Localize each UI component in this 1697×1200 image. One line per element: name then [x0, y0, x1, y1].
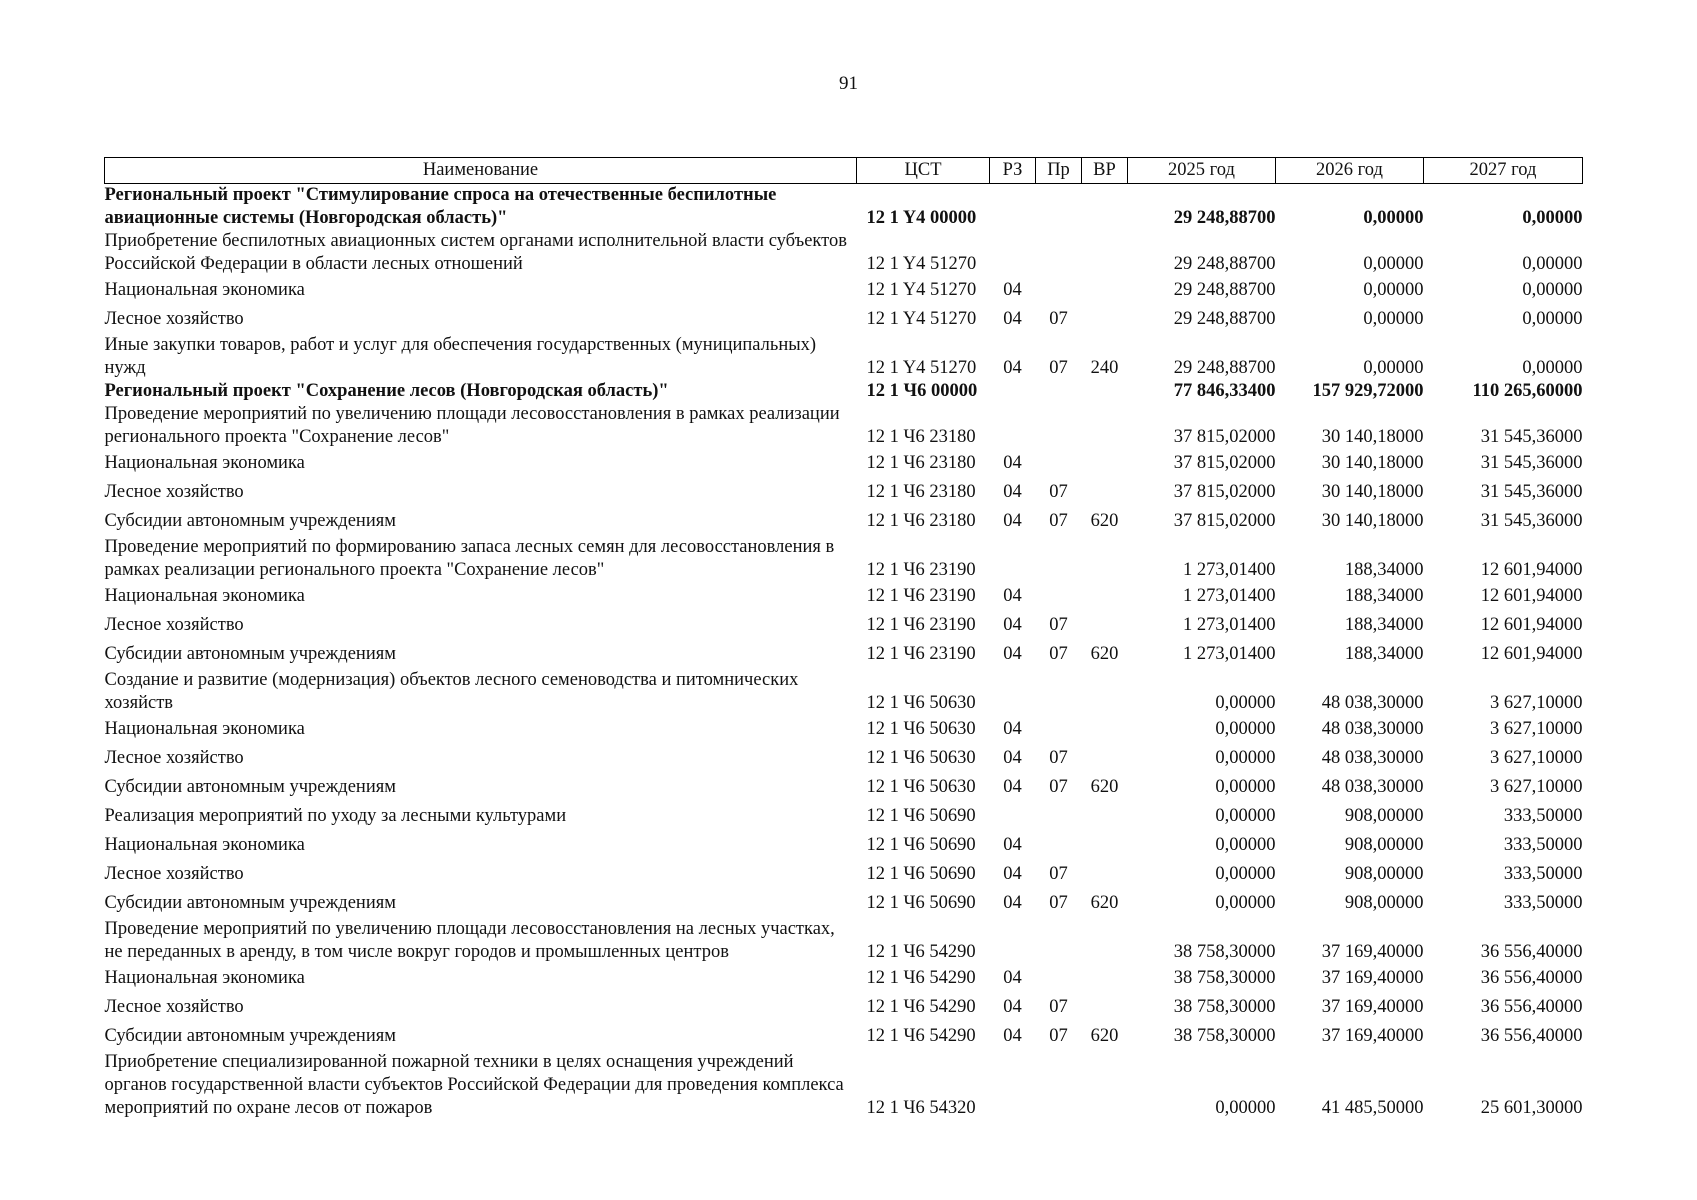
cell-cst: 12 1 Ч6 23180	[866, 511, 976, 531]
cell-pr	[1036, 918, 1082, 964]
cell-cst: 12 1 Y4 51270	[866, 280, 977, 300]
cell-2026: 188,34000	[1344, 560, 1424, 580]
cell-rz: 04	[1003, 968, 1022, 988]
cell-name: Лесное хозяйство	[104, 997, 244, 1017]
cell-2025: 29 248,88700	[1173, 254, 1276, 274]
cell-2026: 157 929,72000	[1312, 381, 1424, 401]
cell-vr	[1082, 831, 1128, 860]
cell-pr: 07	[1049, 997, 1068, 1017]
cell-name: Лесное хозяйство	[104, 309, 244, 329]
cell-2025: 1 273,01400	[1183, 560, 1276, 580]
cell-pr: 07	[1049, 482, 1068, 502]
cell-2026: 37 169,40000	[1321, 1026, 1424, 1046]
cell-vr	[1082, 478, 1128, 507]
cell-vr	[1082, 918, 1128, 964]
table-body	[105, 184, 1583, 1121]
cell-rz	[990, 1051, 1036, 1120]
cell-cst: 12 1 Ч6 54320	[866, 1098, 976, 1118]
cell-2026: 188,34000	[1344, 644, 1424, 664]
cell-pr: 07	[1049, 1026, 1068, 1046]
cell-name: Проведение мероприятий по увеличению площади лесовосстановления на лесных участках, не переданных в аренду, в том числе вокруг городов и промышленных центров	[104, 919, 835, 962]
cell-2026: 0,00000	[1363, 358, 1424, 378]
cell-2025: 29 248,88700	[1173, 280, 1276, 300]
cell-name: Субсидии автономным учреждениям	[104, 1026, 396, 1046]
cell-2027: 0,00000	[1522, 358, 1583, 378]
cell-cst: 12 1 Ч6 23190	[866, 644, 976, 664]
cell-name: Создание и развитие (модернизация) объектов лесного семеноводства и питомнических хозяйств	[104, 670, 799, 713]
cell-name: Субсидии автономным учреждениям	[104, 777, 396, 797]
cell-2025: 37 815,02000	[1173, 482, 1276, 502]
table-row	[105, 773, 1583, 802]
cell-pr	[1036, 536, 1082, 582]
cell-rz: 04	[1003, 586, 1022, 606]
cell-2026: 37 169,40000	[1321, 968, 1424, 988]
cell-2027: 3 627,10000	[1490, 719, 1583, 739]
cell-vr	[1082, 993, 1128, 1022]
cell-2026: 37 169,40000	[1321, 942, 1424, 962]
table-row	[105, 964, 1583, 993]
cell-pr	[1036, 1051, 1082, 1120]
cell-name: Проведение мероприятий по формированию запаса лесных семян для лесовосстановления в рамках реализации регионального проекта "Сохранение лесов"	[104, 537, 835, 580]
cell-2026: 0,00000	[1363, 254, 1424, 274]
cell-cst: 12 1 Ч6 23180	[866, 482, 976, 502]
table-row	[105, 380, 1583, 403]
cell-vr	[1082, 380, 1128, 403]
cell-rz: 04	[1003, 482, 1022, 502]
cell-rz	[990, 536, 1036, 582]
cell-pr: 07	[1049, 309, 1068, 329]
cell-2026: 908,00000	[1344, 806, 1424, 826]
cell-cst: 12 1 Ч6 54290	[866, 1026, 976, 1046]
cell-2027: 0,00000	[1522, 254, 1583, 274]
cell-rz: 04	[1003, 280, 1022, 300]
cell-2027: 3 627,10000	[1490, 693, 1583, 713]
cell-2027: 3 627,10000	[1490, 777, 1583, 797]
cell-2026: 48 038,30000	[1321, 693, 1424, 713]
cell-pr	[1036, 964, 1082, 993]
cell-vr: 620	[1090, 511, 1119, 531]
cell-2025: 29 248,88700	[1173, 358, 1276, 378]
cell-2027: 36 556,40000	[1480, 997, 1583, 1017]
cell-2027: 0,00000	[1522, 280, 1583, 300]
table-row	[105, 184, 1583, 231]
cell-2026: 30 140,18000	[1321, 427, 1424, 447]
cell-2027: 333,50000	[1503, 893, 1583, 913]
cell-2026: 908,00000	[1344, 893, 1424, 913]
table-row	[105, 640, 1583, 669]
cell-cst: 12 1 Ч6 23190	[866, 615, 976, 635]
cell-cst: 12 1 Ч6 23190	[866, 560, 976, 580]
cell-rz: 04	[1003, 719, 1022, 739]
cell-2026: 41 485,50000	[1321, 1098, 1424, 1118]
cell-cst: 12 1 Ч6 50690	[866, 893, 976, 913]
cell-name: Национальная экономика	[104, 968, 305, 988]
table-row	[105, 1051, 1583, 1120]
cell-cst: 12 1 Y4 51270	[866, 254, 977, 274]
cell-name: Лесное хозяйство	[104, 864, 244, 884]
cell-rz	[990, 184, 1036, 231]
cell-name: Лесное хозяйство	[104, 615, 244, 635]
cell-name: Лесное хозяйство	[104, 482, 244, 502]
header-2025: 2025 год	[1128, 158, 1276, 184]
cell-rz: 04	[1003, 864, 1022, 884]
table-row	[105, 715, 1583, 744]
cell-vr	[1082, 744, 1128, 773]
cell-name: Субсидии автономным учреждениям	[104, 511, 396, 531]
header-2026: 2026 год	[1276, 158, 1424, 184]
cell-2025: 37 815,02000	[1173, 427, 1276, 447]
cell-2027: 31 545,36000	[1480, 511, 1583, 531]
cell-2025: 38 758,30000	[1173, 997, 1276, 1017]
cell-vr	[1082, 536, 1128, 582]
cell-cst: 12 1 Ч6 23180	[866, 453, 976, 473]
cell-rz: 04	[1003, 835, 1022, 855]
cell-name: Субсидии автономным учреждениям	[104, 893, 396, 913]
cell-2027: 3 627,10000	[1490, 748, 1583, 768]
cell-2027: 12 601,94000	[1480, 586, 1583, 606]
cell-rz	[990, 669, 1036, 715]
cell-2025: 38 758,30000	[1173, 1026, 1276, 1046]
cell-2026: 30 140,18000	[1321, 511, 1424, 531]
cell-rz: 04	[1003, 644, 1022, 664]
cell-rz	[990, 802, 1036, 831]
cell-pr	[1036, 230, 1082, 276]
table-row	[105, 831, 1583, 860]
cell-cst: 12 1 Ч6 50690	[866, 864, 976, 884]
table-row	[105, 276, 1583, 305]
cell-cst: 12 1 Ч6 50690	[866, 835, 976, 855]
cell-name: Региональный проект "Сохранение лесов (Новгородская область)"	[104, 381, 669, 401]
cell-vr	[1082, 184, 1128, 231]
cell-pr: 07	[1049, 358, 1068, 378]
cell-2027: 12 601,94000	[1480, 644, 1583, 664]
cell-pr	[1036, 582, 1082, 611]
cell-2027: 333,50000	[1503, 864, 1583, 884]
cell-vr: 620	[1090, 1026, 1119, 1046]
cell-vr: 620	[1090, 893, 1119, 913]
cell-pr: 07	[1049, 511, 1068, 531]
cell-vr	[1082, 611, 1128, 640]
table-row	[105, 305, 1583, 334]
table-row	[105, 507, 1583, 536]
table-row	[105, 334, 1583, 380]
cell-vr: 620	[1090, 644, 1119, 664]
cell-2027: 31 545,36000	[1480, 482, 1583, 502]
cell-cst: 12 1 Ч6 54290	[866, 997, 976, 1017]
cell-name: Субсидии автономным учреждениям	[104, 644, 396, 664]
cell-2027: 12 601,94000	[1480, 615, 1583, 635]
table-header-row	[105, 158, 1583, 184]
cell-cst: 12 1 Ч6 23180	[866, 427, 976, 447]
table-row	[105, 449, 1583, 478]
cell-cst: 12 1 Ч6 23190	[866, 586, 976, 606]
cell-rz: 04	[1003, 511, 1022, 531]
table-row	[105, 582, 1583, 611]
cell-cst: 12 1 Y4 51270	[866, 358, 977, 378]
cell-2026: 908,00000	[1344, 864, 1424, 884]
cell-2027: 31 545,36000	[1480, 453, 1583, 473]
table-row	[105, 536, 1583, 582]
cell-2025: 0,00000	[1215, 864, 1276, 884]
cell-pr	[1036, 380, 1082, 403]
cell-name: Приобретение специализированной пожарной техники в целях оснащения учреждений органов государственной власти субъектов Российской Федерации для проведения комплекса мероприятий по охране лесов от пожаров	[104, 1052, 844, 1118]
cell-2027: 333,50000	[1503, 835, 1583, 855]
cell-2026: 30 140,18000	[1321, 482, 1424, 502]
cell-cst: 12 1 Ч6 50630	[866, 748, 976, 768]
cell-2025: 0,00000	[1215, 777, 1276, 797]
cell-name: Проведение мероприятий по увеличению площади лесовосстановления в рамках реализации регионального проекта "Сохранение лесов"	[104, 404, 840, 447]
cell-2027: 25 601,30000	[1480, 1098, 1583, 1118]
cell-2025: 0,00000	[1215, 806, 1276, 826]
cell-vr	[1082, 669, 1128, 715]
table-row	[105, 1022, 1583, 1051]
cell-cst: 12 1 Ч6 50630	[866, 693, 976, 713]
cell-name: Иные закупки товаров, работ и услуг для обеспечения государственных (муниципальных) нужд	[104, 335, 817, 378]
cell-pr	[1036, 831, 1082, 860]
cell-vr	[1082, 403, 1128, 449]
cell-2025: 29 248,88700	[1173, 208, 1276, 228]
cell-name: Региональный проект "Стимулирование спроса на отечественные беспилотные авиационные системы (Новгородская область)"	[104, 185, 777, 228]
cell-2027: 31 545,36000	[1480, 427, 1583, 447]
cell-2027: 333,50000	[1503, 806, 1583, 826]
cell-rz: 04	[1003, 358, 1022, 378]
cell-2027: 110 265,60000	[1472, 381, 1583, 401]
table-row	[105, 802, 1583, 831]
cell-name: Национальная экономика	[104, 719, 305, 739]
cell-pr	[1036, 276, 1082, 305]
cell-vr	[1082, 305, 1128, 334]
cell-vr	[1082, 802, 1128, 831]
cell-2025: 0,00000	[1215, 893, 1276, 913]
cell-2025: 0,00000	[1215, 748, 1276, 768]
cell-2025: 0,00000	[1215, 835, 1276, 855]
header-vr: ВР	[1082, 158, 1128, 184]
table-row	[105, 611, 1583, 640]
header-pr: Пр	[1036, 158, 1082, 184]
header-name: Наименование	[105, 158, 857, 184]
cell-rz	[990, 403, 1036, 449]
cell-rz	[990, 230, 1036, 276]
cell-2026: 48 038,30000	[1321, 748, 1424, 768]
table-row	[105, 993, 1583, 1022]
cell-vr	[1082, 276, 1128, 305]
cell-rz: 04	[1003, 893, 1022, 913]
cell-cst: 12 1 Ч6 50690	[866, 806, 976, 826]
cell-pr: 07	[1049, 748, 1068, 768]
cell-2026: 37 169,40000	[1321, 997, 1424, 1017]
cell-pr	[1036, 403, 1082, 449]
cell-cst: 12 1 Ч6 50630	[866, 719, 976, 739]
cell-2027: 0,00000	[1522, 208, 1583, 228]
cell-pr	[1036, 669, 1082, 715]
cell-2027: 36 556,40000	[1480, 1026, 1583, 1046]
cell-2027: 12 601,94000	[1480, 560, 1583, 580]
table-row	[105, 230, 1583, 276]
cell-2026: 188,34000	[1344, 615, 1424, 635]
cell-2027: 36 556,40000	[1480, 942, 1583, 962]
cell-vr	[1082, 582, 1128, 611]
cell-name: Национальная экономика	[104, 453, 305, 473]
page-number: 91	[839, 73, 858, 94]
cell-2025: 1 273,01400	[1183, 586, 1276, 606]
cell-2026: 0,00000	[1363, 280, 1424, 300]
cell-pr: 07	[1049, 864, 1068, 884]
cell-pr: 07	[1049, 644, 1068, 664]
cell-pr	[1036, 449, 1082, 478]
cell-2025: 0,00000	[1215, 1098, 1276, 1118]
cell-pr: 07	[1049, 615, 1068, 635]
cell-2027: 0,00000	[1522, 309, 1583, 329]
cell-2025: 1 273,01400	[1183, 644, 1276, 664]
cell-2026: 48 038,30000	[1321, 777, 1424, 797]
cell-name: Национальная экономика	[104, 835, 305, 855]
cell-rz: 04	[1003, 997, 1022, 1017]
cell-vr	[1082, 449, 1128, 478]
cell-vr	[1082, 230, 1128, 276]
cell-2026: 188,34000	[1344, 586, 1424, 606]
cell-name: Реализация мероприятий по уходу за лесными культурами	[104, 806, 567, 826]
cell-2026: 48 038,30000	[1321, 719, 1424, 739]
cell-rz	[990, 380, 1036, 403]
cell-2026: 0,00000	[1363, 208, 1424, 228]
cell-2025: 0,00000	[1215, 693, 1276, 713]
budget-table	[104, 157, 1583, 1120]
header-rz: РЗ	[990, 158, 1036, 184]
cell-2025: 1 273,01400	[1183, 615, 1276, 635]
table-row	[105, 744, 1583, 773]
cell-cst: 12 1 Y4 51270	[866, 309, 977, 329]
cell-vr	[1082, 860, 1128, 889]
cell-cst: 12 1 Ч6 00000	[866, 381, 978, 401]
cell-2026: 0,00000	[1363, 309, 1424, 329]
cell-2027: 36 556,40000	[1480, 968, 1583, 988]
cell-2025: 77 846,33400	[1173, 381, 1276, 401]
cell-2026: 908,00000	[1344, 835, 1424, 855]
cell-2025: 37 815,02000	[1173, 511, 1276, 531]
cell-name: Приобретение беспилотных авиационных систем органами исполнительной власти субъектов Российской Федерации в области лесных отношений	[104, 231, 847, 274]
cell-2026: 30 140,18000	[1321, 453, 1424, 473]
cell-rz: 04	[1003, 453, 1022, 473]
table-row	[105, 860, 1583, 889]
cell-rz: 04	[1003, 615, 1022, 635]
cell-name: Национальная экономика	[104, 586, 305, 606]
cell-pr: 07	[1049, 893, 1068, 913]
cell-rz: 04	[1003, 309, 1022, 329]
cell-rz: 04	[1003, 748, 1022, 768]
cell-cst: 12 1 Y4 00000	[866, 208, 977, 228]
cell-cst: 12 1 Ч6 54290	[866, 942, 976, 962]
header-2027: 2027 год	[1424, 158, 1583, 184]
cell-pr	[1036, 184, 1082, 231]
cell-pr	[1036, 802, 1082, 831]
cell-rz	[990, 918, 1036, 964]
cell-pr: 07	[1049, 777, 1068, 797]
cell-rz: 04	[1003, 777, 1022, 797]
cell-cst: 12 1 Ч6 54290	[866, 968, 976, 988]
cell-2025: 38 758,30000	[1173, 968, 1276, 988]
table-row	[105, 918, 1583, 964]
cell-name: Лесное хозяйство	[104, 748, 244, 768]
cell-name: Национальная экономика	[104, 280, 305, 300]
cell-2025: 0,00000	[1215, 719, 1276, 739]
table-row	[105, 478, 1583, 507]
cell-vr	[1082, 1051, 1128, 1120]
header-cst: ЦСТ	[857, 158, 990, 184]
cell-vr	[1082, 715, 1128, 744]
cell-cst: 12 1 Ч6 50630	[866, 777, 976, 797]
cell-pr	[1036, 715, 1082, 744]
cell-vr: 620	[1090, 777, 1119, 797]
table-row	[105, 889, 1583, 918]
cell-vr	[1082, 964, 1128, 993]
cell-rz: 04	[1003, 1026, 1022, 1046]
table-row	[105, 669, 1583, 715]
cell-2025: 37 815,02000	[1173, 453, 1276, 473]
cell-2025: 29 248,88700	[1173, 309, 1276, 329]
table-row	[105, 403, 1583, 449]
cell-2025: 38 758,30000	[1173, 942, 1276, 962]
cell-vr: 240	[1090, 358, 1119, 378]
